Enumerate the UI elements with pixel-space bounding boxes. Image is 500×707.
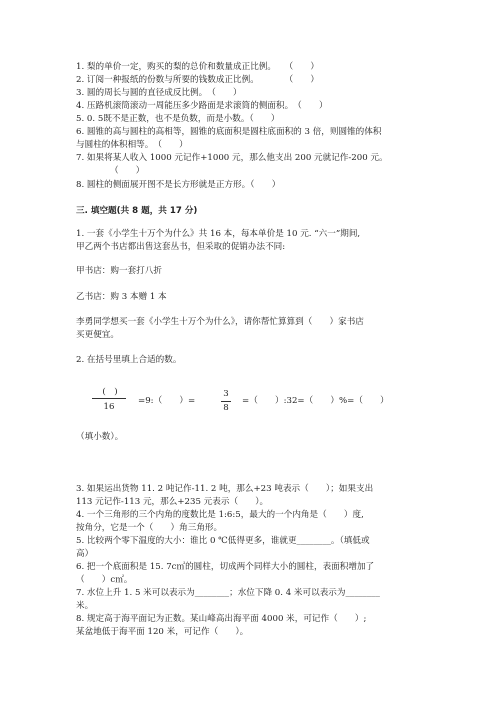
fill-question-5-line2: 高） (76, 549, 94, 559)
judge-question-3: 3. 圆的周长与圆的直径成反比例。 （ ） (76, 88, 242, 98)
fill-question-1-line2: 甲乙两个书店都出售这套丛书，但采取的促销办法不同: (76, 242, 286, 252)
judge-question-4: 4. 压路机滚筒滚动一周能压多少路面是求滚筒的侧面积。 （ ） (76, 101, 328, 111)
fill-question-1-line1: 1. 一套《小学生十万个为什么》共 16 本，每本单价是 10 元. “六一”期间, (76, 229, 361, 239)
fill-question-2-note: （填小数）。 (76, 432, 124, 442)
fill-question-1-line3: 李勇同学想买一套《小学生十万个为什么》，请你帮忙算算到（ ）家书店 (76, 317, 364, 327)
section-heading-fill: 三. 填空题(共 8 题，共 17 分) (76, 206, 198, 216)
fraction-bar (92, 398, 126, 399)
fraction-blank-over-16 (92, 387, 126, 417)
fill-question-7-line2: 米。 (76, 601, 94, 611)
fraction-numerator: ( ) (102, 387, 118, 397)
fill-question-8-line2: 某盆地低于海平面 120 米，可记作（ ）。 (76, 627, 249, 637)
judge-question-1: 1. 梨的单价一定，购买的梨的总价和数量成正比例。 （ ） (76, 62, 319, 72)
fill-question-4-line2: 按角分，它是一个（ ）角三角形。 (76, 523, 223, 533)
judge-question-6-line1: 6. 圆锥的高与圆柱的高相等，圆锥的底面积是圆柱底面积的 3 倍，则圆锥的体积 (76, 127, 382, 137)
fill-question-7-line1: 7. 水位上升 1. 5 米可以表示为________；水位下降 0. 4 米可以表示为________ (76, 588, 380, 598)
judge-question-5: 5. 0. 5既不是正数，也不是负数，而是小数。（ ） (76, 114, 280, 124)
judge-question-8: 8. 圆柱的侧面展开图不是长方形就是正方形。（ ） (76, 180, 281, 190)
judge-question-2: 2. 订阅一种报纸的份数与所要的钱数成正比例。 （ ） (76, 75, 319, 85)
judge-question-7-line2: （ ） (110, 166, 145, 176)
fill-question-6-line1: 6. 把一个底面积是 15. 7c㎡的圆柱，切成两个同样大小的圆柱，表面积增加了 (76, 562, 375, 572)
fraction-bar (221, 401, 231, 402)
fraction-denominator: 8 (223, 403, 229, 413)
fraction-numerator: 3 (223, 389, 229, 399)
fill-question-3-line2: 113 元记作-113 元，那么+235 元表示（ ）。 (76, 497, 269, 507)
shop-a-offer: 甲书店：购一套打八折 (76, 266, 162, 276)
fraction-denominator: 16 (103, 402, 115, 412)
judge-question-6-line2: 与圆柱的体积相等。 （ ） (76, 140, 188, 150)
fill-question-4-line1: 4. 一个三角形的三个内角的度数比是 1:6:5，最大的一个内角是（ ）度, (76, 510, 364, 520)
equation-part-b: =（ ）:32=（ ）%=（ ） (242, 396, 389, 406)
fill-question-8-line1: 8. 规定高于海平面记为正数。某山峰高出海平面 4000 米，可记作（ ）; (76, 614, 367, 624)
fill-question-3-line1: 3. 如果运出货物 11. 2 吨记作-11. 2 吨，那么+23 吨表示（ ）；如果支出 (76, 484, 374, 494)
shop-b-offer: 乙书店：购 3 本赠 1 本 (76, 292, 167, 302)
fill-question-5-line1: 5. 比较两个零下温度的大小：谁比 0 ℃低得更多，谁就更________。（填低或 (76, 536, 370, 546)
fill-question-2: 2. 在括号里填上合适的数。 (76, 355, 182, 365)
judge-question-7-line1: 7. 如果将某人收入 1000 元记作+1000 元，那么他支出 200 元就记作-200 元。 (76, 153, 388, 163)
fill-question-1-line4: 买更便宜。 (76, 330, 119, 340)
fill-question-6-line2: （ ）c㎡。 (76, 575, 133, 585)
equation-part-a: =9:（ ）= (138, 396, 196, 406)
fraction-three-eighths (220, 389, 232, 417)
